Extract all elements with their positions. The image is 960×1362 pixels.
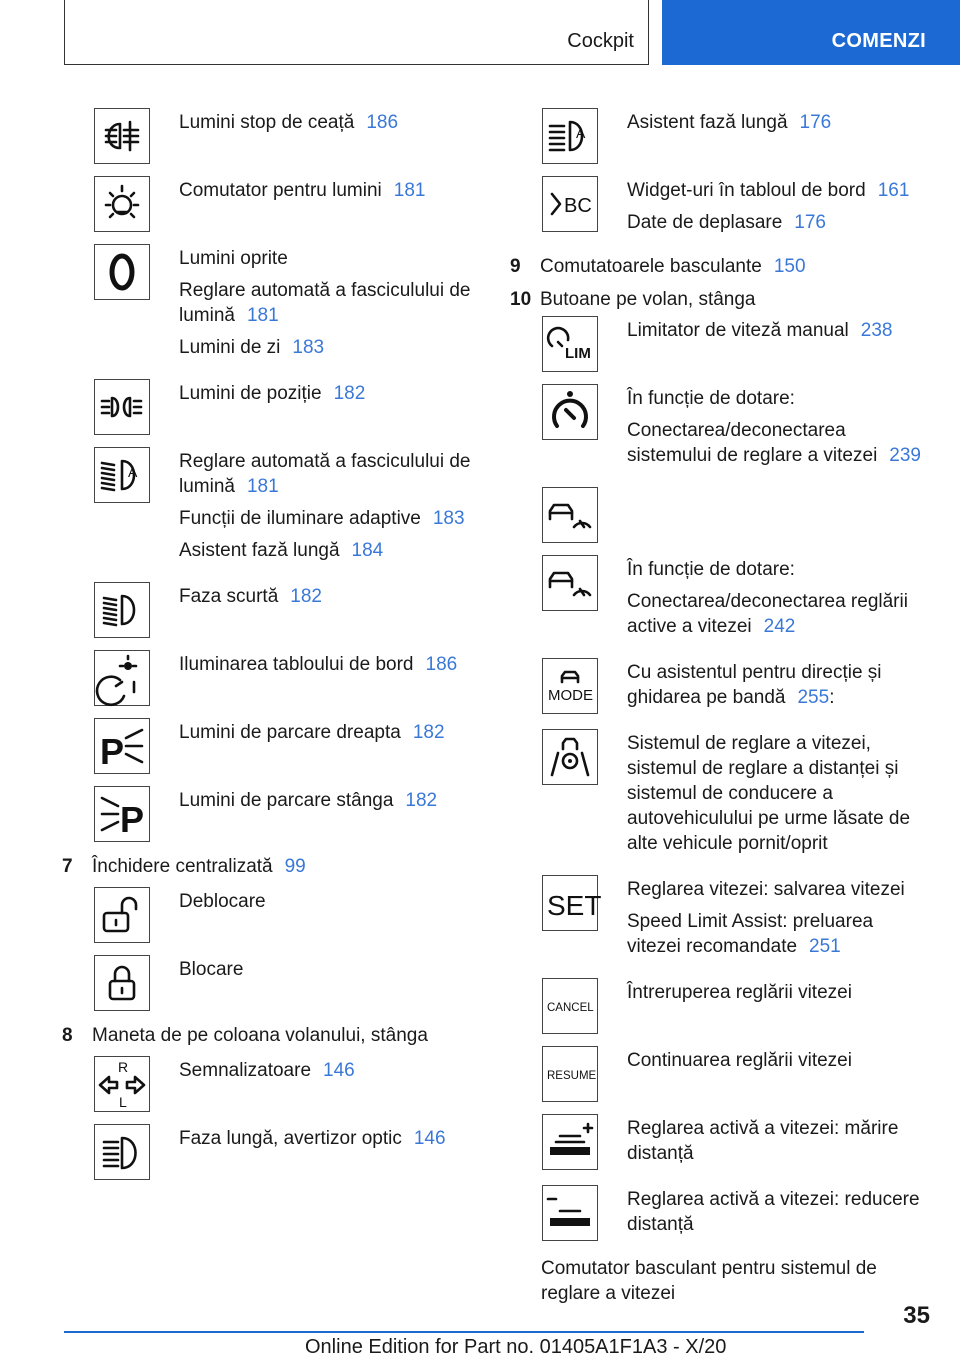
item-description: [179, 1056, 355, 1090]
description-text: Date de deplasare: [627, 212, 783, 233]
description-line: [179, 278, 472, 328]
description-line: [179, 584, 322, 609]
footer-edition: Online Edition for Part no. 01405A1F1A3 - X/20: [305, 1336, 727, 1358]
footer-divider: [64, 1331, 864, 1333]
description-line: [627, 210, 909, 235]
high-beam-assist-icon: [542, 108, 598, 164]
svg-text:MODE: MODE: [548, 687, 593, 704]
description-line: [179, 381, 365, 406]
description-text: Speed Limit Assist: preluarea vitezei recomandate: [627, 911, 874, 957]
lock-icon: [94, 955, 150, 1011]
description-text: Widget-uri în tabloul de bord: [627, 180, 866, 201]
section-8-heading: [62, 1023, 472, 1048]
svg-text:R: R: [118, 1059, 129, 1075]
description-line: [627, 660, 930, 710]
item-description: [179, 955, 243, 989]
description-text: Întreruperea reglării vitezei: [627, 982, 852, 1003]
description-text: Cu asistentul pentru direcție și ghidarea pe bandă: [627, 662, 882, 708]
item-description: [627, 658, 930, 717]
instrument-lighting-icon: [94, 650, 150, 706]
list-item: [62, 582, 472, 638]
list-item: [510, 1114, 930, 1173]
item-description: [627, 1114, 930, 1173]
description-text: Blocare: [179, 959, 244, 980]
page-reference[interactable]: 238: [860, 320, 893, 341]
page-reference[interactable]: 186: [425, 654, 458, 675]
steering-assist-icon: [542, 729, 598, 785]
cruise-control-icon: [542, 384, 598, 440]
description-line: [179, 178, 425, 203]
description-text: În funcție de dotare:: [627, 388, 795, 409]
cancel-icon: [542, 978, 598, 1034]
description-line: [179, 788, 437, 813]
item-description: [627, 729, 930, 863]
description-text: Reglarea activă a vitezei: mărire distanță: [627, 1118, 899, 1164]
list-item: [62, 1056, 472, 1112]
description-text: Limitator de viteză manual: [627, 320, 849, 341]
description-line: [627, 589, 930, 639]
description-line: [627, 178, 909, 203]
description-text: Semnalizatoare: [179, 1060, 312, 1081]
acc-icon: [542, 487, 598, 543]
page-reference[interactable]: 181: [246, 476, 279, 497]
item-description: [179, 379, 365, 413]
header-section-title: Cockpit: [567, 30, 634, 52]
distance-decrease-icon: [542, 1185, 598, 1241]
page-reference[interactable]: 183: [432, 508, 465, 529]
item-description: [179, 650, 457, 684]
description-line: [627, 1187, 930, 1237]
svg-text:P: P: [100, 731, 125, 772]
description-line: [627, 1048, 852, 1073]
item-description: [179, 176, 425, 210]
section-title: Închidere centralizată: [92, 856, 273, 877]
description-line: [179, 957, 243, 982]
header-chapter-title: COMENZI: [831, 30, 926, 52]
description-line: [627, 877, 930, 902]
page-reference[interactable]: 146: [413, 1128, 446, 1149]
svg-text:LIM: LIM: [565, 345, 591, 362]
description-line: [179, 538, 472, 563]
page-reference[interactable]: 184: [351, 540, 384, 561]
description-line: [627, 731, 930, 856]
description-line: [179, 889, 266, 914]
page-reference[interactable]: 182: [405, 790, 438, 811]
description-line: [627, 386, 930, 411]
list-item: [510, 658, 930, 717]
page-reference[interactable]: 150: [773, 256, 806, 277]
low-beam-icon: [94, 582, 150, 638]
description-text: Faza lungă, avertizor optic: [179, 1128, 402, 1149]
description-line: [179, 449, 472, 499]
description-line: [627, 110, 831, 135]
description-line: [627, 318, 892, 343]
parking-light-right-icon: [94, 718, 150, 774]
item-description: [179, 718, 445, 752]
description-text: Sistemul de reglare a vitezei, sistemul de reglare a distanței și sistemul de conducere a autovehiculului pe urme lăsate de alte vehicule pornit/oprit: [627, 733, 911, 854]
item-description: [179, 108, 398, 142]
right-column: [510, 108, 930, 1306]
section-number: 10: [510, 289, 532, 310]
unlock-icon: [94, 887, 150, 943]
page-reference[interactable]: 99: [284, 856, 306, 877]
list-item: [62, 786, 472, 842]
list-item: [510, 555, 930, 646]
svg-text:L: L: [119, 1094, 127, 1110]
section-number: 7: [62, 856, 73, 877]
description-text: Continuarea reglării vitezei: [627, 1050, 852, 1071]
description-text: În funcție de dotare:: [627, 559, 795, 580]
description-text: Asistent fază lungă: [627, 112, 788, 133]
list-item: [62, 108, 472, 164]
list-item: [62, 887, 472, 943]
left-column: [62, 108, 472, 1192]
description-text: Conectarea/deconectarea sistemului de reglare a vitezei: [627, 420, 878, 466]
description-text: Reglare automată a fasciculului de lumină: [179, 451, 471, 497]
page-reference[interactable]: 255: [797, 687, 830, 708]
item-description: [179, 887, 266, 921]
section-number: 9: [510, 256, 521, 277]
item-description: [179, 582, 322, 616]
header-chapter-tab[interactable]: [662, 0, 960, 65]
description-text: Lumini de poziție: [179, 383, 322, 404]
description-text: Lumini oprite: [179, 248, 288, 269]
svg-text:SET: SET: [547, 890, 602, 921]
description-text: Reglarea vitezei: salvarea vitezei: [627, 879, 905, 900]
description-line: [179, 1058, 355, 1083]
item-description: [627, 555, 930, 646]
resume-icon: [542, 1046, 598, 1102]
list-item: [510, 1046, 930, 1102]
acc-active-icon: [542, 555, 598, 611]
lights-off-icon: [94, 244, 150, 300]
list-item: [510, 316, 930, 372]
list-item: [62, 447, 472, 570]
description-text: Lumini de parcare stânga: [179, 790, 394, 811]
list-item: [62, 955, 472, 1011]
turn-signal-icon: [94, 1056, 150, 1112]
item-description: [627, 978, 852, 1012]
description-text: Comutator pentru lumini: [179, 180, 382, 201]
item-description: [179, 786, 437, 820]
page-reference[interactable]: 251: [809, 936, 841, 957]
page-reference[interactable]: 242: [763, 616, 796, 637]
description-line: [179, 1126, 446, 1151]
svg-text:RESUME: RESUME: [547, 1070, 597, 1082]
fog-light-icon: [94, 108, 150, 164]
page-reference[interactable]: 239: [889, 445, 921, 466]
light-switch-icon: [94, 176, 150, 232]
section-9-heading: [510, 254, 930, 279]
item-description: [179, 447, 472, 570]
item-description: [627, 108, 831, 142]
page-number: 35: [903, 1302, 930, 1329]
section-title: Butoane pe volan, stânga: [540, 289, 756, 310]
description-line: [179, 110, 398, 135]
auto-headlight-icon: [94, 447, 150, 503]
description-line: [179, 246, 472, 271]
description-text: Deblocare: [179, 891, 266, 912]
item-description: [179, 244, 472, 367]
speed-limiter-icon: [542, 316, 598, 372]
list-item: [510, 875, 930, 966]
svg-text:P: P: [120, 799, 145, 840]
description-line: [179, 720, 445, 745]
page-reference[interactable]: 161: [877, 180, 910, 201]
description-line: [179, 335, 472, 360]
list-item: [510, 729, 930, 863]
section-number: 8: [62, 1025, 73, 1046]
rocker-switch-note: Comutator basculant pentru sistemul de reglare a vitezei: [541, 1258, 877, 1304]
description-text: Asistent fază lungă: [179, 540, 340, 561]
list-item: [510, 108, 930, 164]
description-line: [627, 909, 930, 959]
list-item: [62, 1124, 472, 1180]
description-line: [627, 1116, 930, 1166]
high-beam-icon: [94, 1124, 150, 1180]
svg-text:CANCEL: CANCEL: [547, 1002, 594, 1014]
page-reference[interactable]: 181: [393, 180, 426, 201]
item-description: [627, 316, 892, 350]
page-reference[interactable]: 176: [799, 112, 832, 133]
item-description: [179, 1124, 446, 1158]
description-line: [627, 418, 930, 468]
section-title: Comutatoarele basculante: [540, 256, 762, 277]
description-line: [627, 557, 930, 582]
list-item: [62, 379, 472, 435]
list-item: [510, 1185, 930, 1244]
item-description: [627, 176, 909, 242]
page-reference[interactable]: 186: [366, 112, 399, 133]
item-description: [627, 384, 930, 475]
description-text: Faza scurtă: [179, 586, 279, 607]
description-text: Iluminarea tabloului de bord: [179, 654, 414, 675]
description-line: [627, 980, 852, 1005]
item-description: [627, 1046, 852, 1080]
page-reference[interactable]: 176: [794, 212, 826, 233]
svg-text:A: A: [576, 125, 586, 141]
description-line: [179, 506, 472, 531]
list-item: [62, 176, 472, 232]
page-reference[interactable]: 181: [246, 305, 279, 326]
bc-widget-icon: [542, 176, 598, 232]
mode-icon: [542, 658, 598, 714]
description-text: Lumini de zi: [179, 337, 281, 358]
page-reference[interactable]: 182: [333, 383, 366, 404]
list-item: [510, 176, 930, 242]
section-7-heading: [62, 854, 472, 879]
suffix: :: [829, 687, 835, 708]
set-icon: [542, 875, 602, 931]
description-line: [179, 652, 457, 677]
page-reference[interactable]: 183: [292, 337, 325, 358]
list-item: [510, 487, 930, 543]
svg-text:A: A: [128, 464, 138, 480]
description-text: Lumini de parcare dreapta: [179, 722, 401, 743]
description-text: Conectarea/deconectarea reglării active a vitezei: [627, 591, 908, 637]
header-section-box: [64, 0, 649, 65]
description-text: Lumini stop de ceață: [179, 112, 355, 133]
list-item: [62, 650, 472, 706]
item-description: [627, 1185, 930, 1244]
section-title: Maneta de pe coloana volanului, stânga: [92, 1025, 428, 1046]
item-description: [627, 875, 930, 966]
list-item: [510, 384, 930, 475]
svg-text:BC: BC: [564, 195, 592, 217]
page-reference[interactable]: 146: [323, 1060, 355, 1081]
distance-increase-icon: [542, 1114, 598, 1170]
description-text: Reglarea activă a vitezei: reducere distanță: [627, 1189, 920, 1235]
page-reference[interactable]: 182: [412, 722, 445, 743]
section-10-heading: [510, 287, 930, 312]
list-item: [510, 978, 930, 1034]
description-text: Funcții de iluminare adaptive: [179, 508, 421, 529]
description-text: Reglare automată a fasciculului de lumină: [179, 280, 471, 326]
list-item: [62, 718, 472, 774]
page-reference[interactable]: 182: [290, 586, 322, 607]
parking-light-left-icon: [94, 786, 150, 842]
list-item: [62, 244, 472, 367]
position-lights-icon: [94, 379, 150, 435]
